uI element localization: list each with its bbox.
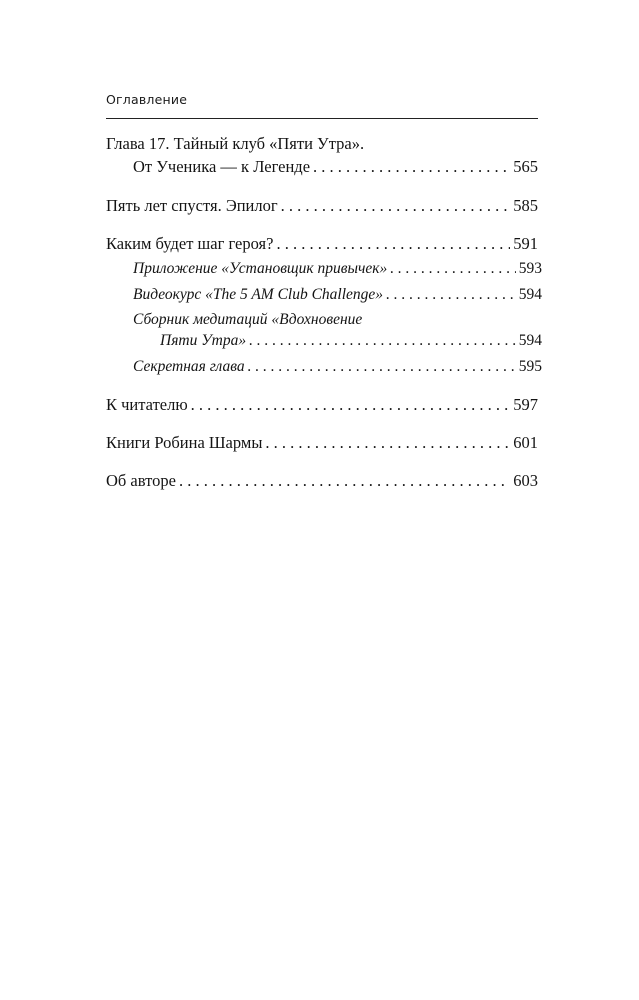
toc-line-chapter-17 (106, 134, 538, 154)
toc-leader-dots (276, 234, 510, 254)
toc-page-number: 597 (513, 395, 538, 414)
toc-leader-dots (191, 395, 511, 415)
toc-title: Секретная глава (133, 358, 245, 375)
toc-entry-chapter-17-cont (133, 157, 538, 177)
toc-entry-secret-chapter (133, 357, 542, 377)
toc-leader-dots (390, 259, 515, 279)
toc-title: От Ученика — к Легенде (133, 157, 311, 176)
toc-entry-meditations-cont (160, 331, 542, 351)
toc-page-number: 594 (518, 332, 542, 349)
toc-leader-dots (179, 471, 510, 491)
toc-title: Видеокурс «The 5 AM Club Challenge» (133, 286, 384, 303)
toc-page-number: 601 (513, 433, 538, 452)
toc-title: Приложение «Установщик привычек» (133, 260, 388, 277)
toc-entry-habit-app (133, 259, 542, 279)
toc-page-number: 593 (518, 260, 542, 277)
toc-title: Об авторе (106, 471, 176, 490)
header-rule (106, 118, 538, 119)
toc-leader-dots (248, 357, 516, 377)
toc-leader-dots (265, 433, 510, 453)
toc-entry-epilogue (106, 196, 538, 216)
toc-entry-to-reader (106, 395, 538, 415)
toc-entry-video-course (133, 285, 542, 305)
toc-title: Глава 17. Тайный клуб «Пяти Утра». (106, 134, 365, 153)
toc-leader-dots (281, 196, 511, 216)
toc-page-number: 565 (513, 157, 538, 176)
toc-entry-sharma-books (106, 433, 538, 453)
toc-title: Книги Робина Шармы (106, 433, 263, 452)
toc-page-number: 594 (518, 286, 542, 303)
toc-line-meditations (133, 310, 542, 330)
toc-page-number: 585 (513, 196, 538, 215)
toc-leader-dots (313, 157, 510, 177)
toc-title: Пяти Утра» (160, 332, 247, 349)
toc-leader-dots (249, 331, 516, 351)
toc-title: Пять лет спустя. Эпилог (106, 196, 278, 215)
toc-entry-about-author (106, 471, 538, 491)
toc-title: К читателю (106, 395, 188, 414)
toc-entry-hero-step (106, 234, 538, 254)
toc-page-number: 595 (518, 358, 542, 375)
toc-leader-dots (386, 285, 516, 305)
toc-title: Сборник медитаций «Вдохновение (133, 311, 363, 328)
page-header: Оглавление (106, 92, 188, 107)
toc-title: Каким будет шаг героя? (106, 234, 274, 253)
toc-page-number: 591 (513, 234, 538, 253)
toc-page-number: 603 (513, 471, 538, 490)
